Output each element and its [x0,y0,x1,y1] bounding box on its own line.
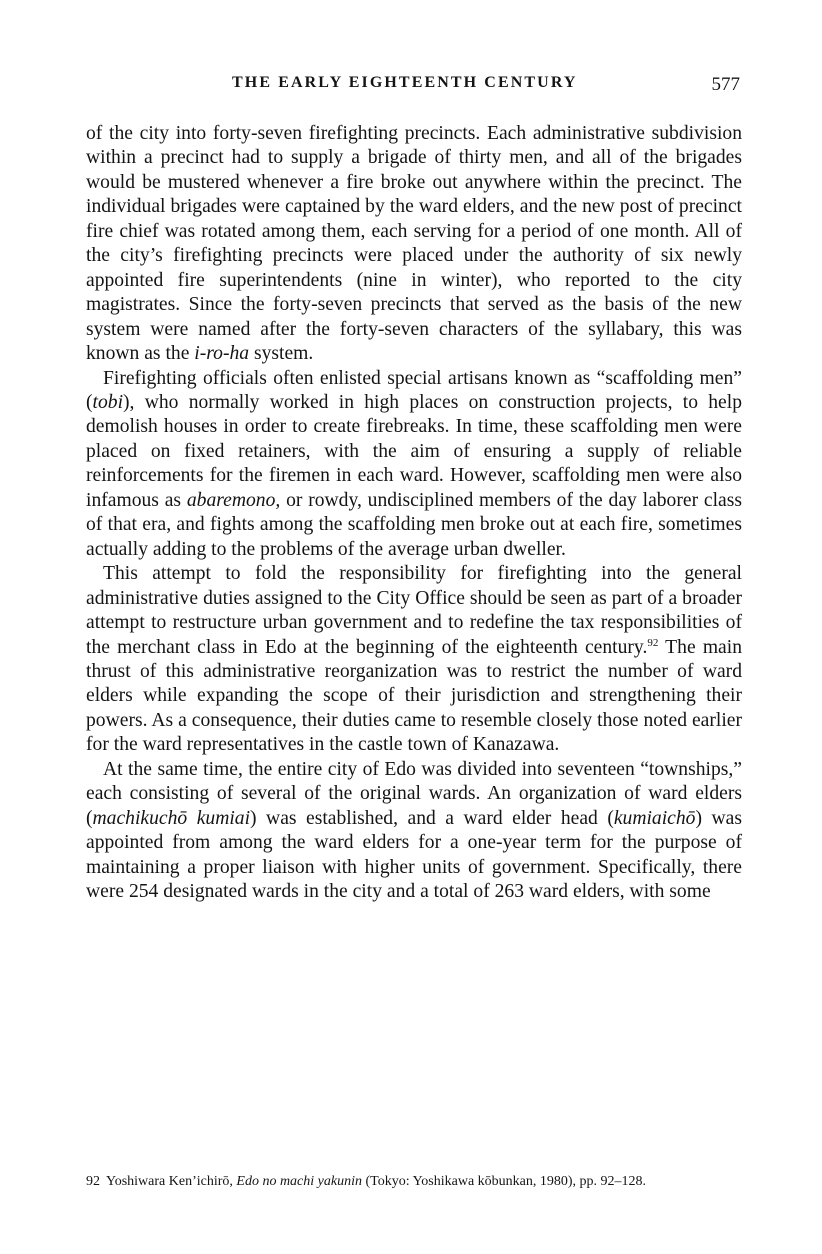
running-title: THE EARLY EIGHTEENTH CENTURY [232,74,578,91]
footnote-number: 92 [86,1174,100,1189]
term-abaremono: abaremono, [186,489,281,511]
paragraph-1-end: system. [249,343,314,365]
body-text [86,122,742,905]
paragraph-4 [86,758,742,905]
footnote-publication: (Tokyo: Yoshikawa kōbunkan, 1980), pp. 92–128. [361,1174,647,1189]
paragraph-3 [86,562,742,758]
paragraph-4-part-a: At the same time, the entire city of Edo was divided into seventeen “townships,” each consisting of several of the original wards. An organization of ward elders ( [86,758,742,829]
term-machikucho-kumiai: machikuchō kumiai [92,807,251,829]
footnote-ref-92[interactable]: 92 [647,636,659,649]
paragraph-4-part-b: ) was established, and a ward elder head ( [250,807,614,829]
paragraph-2-part-b: ), who normally worked in high places on construction projects, to help demolish houses in order to create firebreaks. In time, these scaffolding men were placed on fixed retainers, with the aim of ensuring a supply of reliable reinforcements for the firemen in each ward. However, scaffolding men were also infamous as [86,391,742,511]
paragraph-4-part-c: ) was appointed from among the ward elders for a one-year term for the purpose of maintaining a proper liaison with higher units of government. Specifically, there were 254 designated wards in the city and a total of 263 ward elders, with some [86,807,742,903]
paragraph-3-part-a: This attempt to fold the responsibility for firefighting into the general administrative duties assigned to the City Office should be seen as part of a broader attempt to restructure urban government and to redefine the tax responsibilities of the merchant class in Edo at the beginning of the eighteenth century. [86,563,742,658]
paragraph-2 [86,367,742,563]
footnote-title: Edo no machi yakunin [236,1174,362,1189]
paragraph-2-part-c: or rowdy, undisciplined members of the day laborer class of that era, and fights among the scaffolding men broke out at each fire, sometimes actually adding to the problems of the average urban dweller. [86,489,742,560]
paragraph-1-text: of the city into forty-seven firefighting precincts. Each administrative subdivision within a precinct had to supply a brigade of thirty men, and all of the brigades would be mustered whenever a fire broke out anywhere within the precinct. The individual brigades were captained by the ward elders, and the new post of precinct fire chief was rotated among them, each serving for a period of one month. All of the city’s firefighting precincts were placed under the authority of six newly appointed fire superintendents (nine in winter), who reported to the city magistrates. Since the forty-seven precincts that served as the basis of the new system were named after the forty-seven characters of the syllabary, this was known as the [86,123,742,365]
footnote-author: Yoshiwara Ken’ichirō, [106,1174,237,1189]
running-head [86,74,742,100]
term-tobi: tobi [92,391,124,413]
paragraph-3-part-b: The main thrust of this administrative reorganization was to restrict the number of ward elders while expanding the scope of their jurisdiction and strengthening their powers. As a consequence, their duties came to resemble closely those noted earlier for the ward representatives in the castle town of Kanazawa. [86,636,742,756]
term-kumiaicho: kumiaichō [613,807,696,829]
paragraph-1 [86,122,742,367]
paragraph-2-part-a: Firefighting officials often enlisted special artisans known as “scaffolding men” ( [86,367,742,413]
footnotes [86,1172,742,1191]
term-i-ro-ha: i-ro-ha [194,343,250,365]
footnote-92 [86,1172,742,1191]
page-number: 577 [711,74,740,95]
